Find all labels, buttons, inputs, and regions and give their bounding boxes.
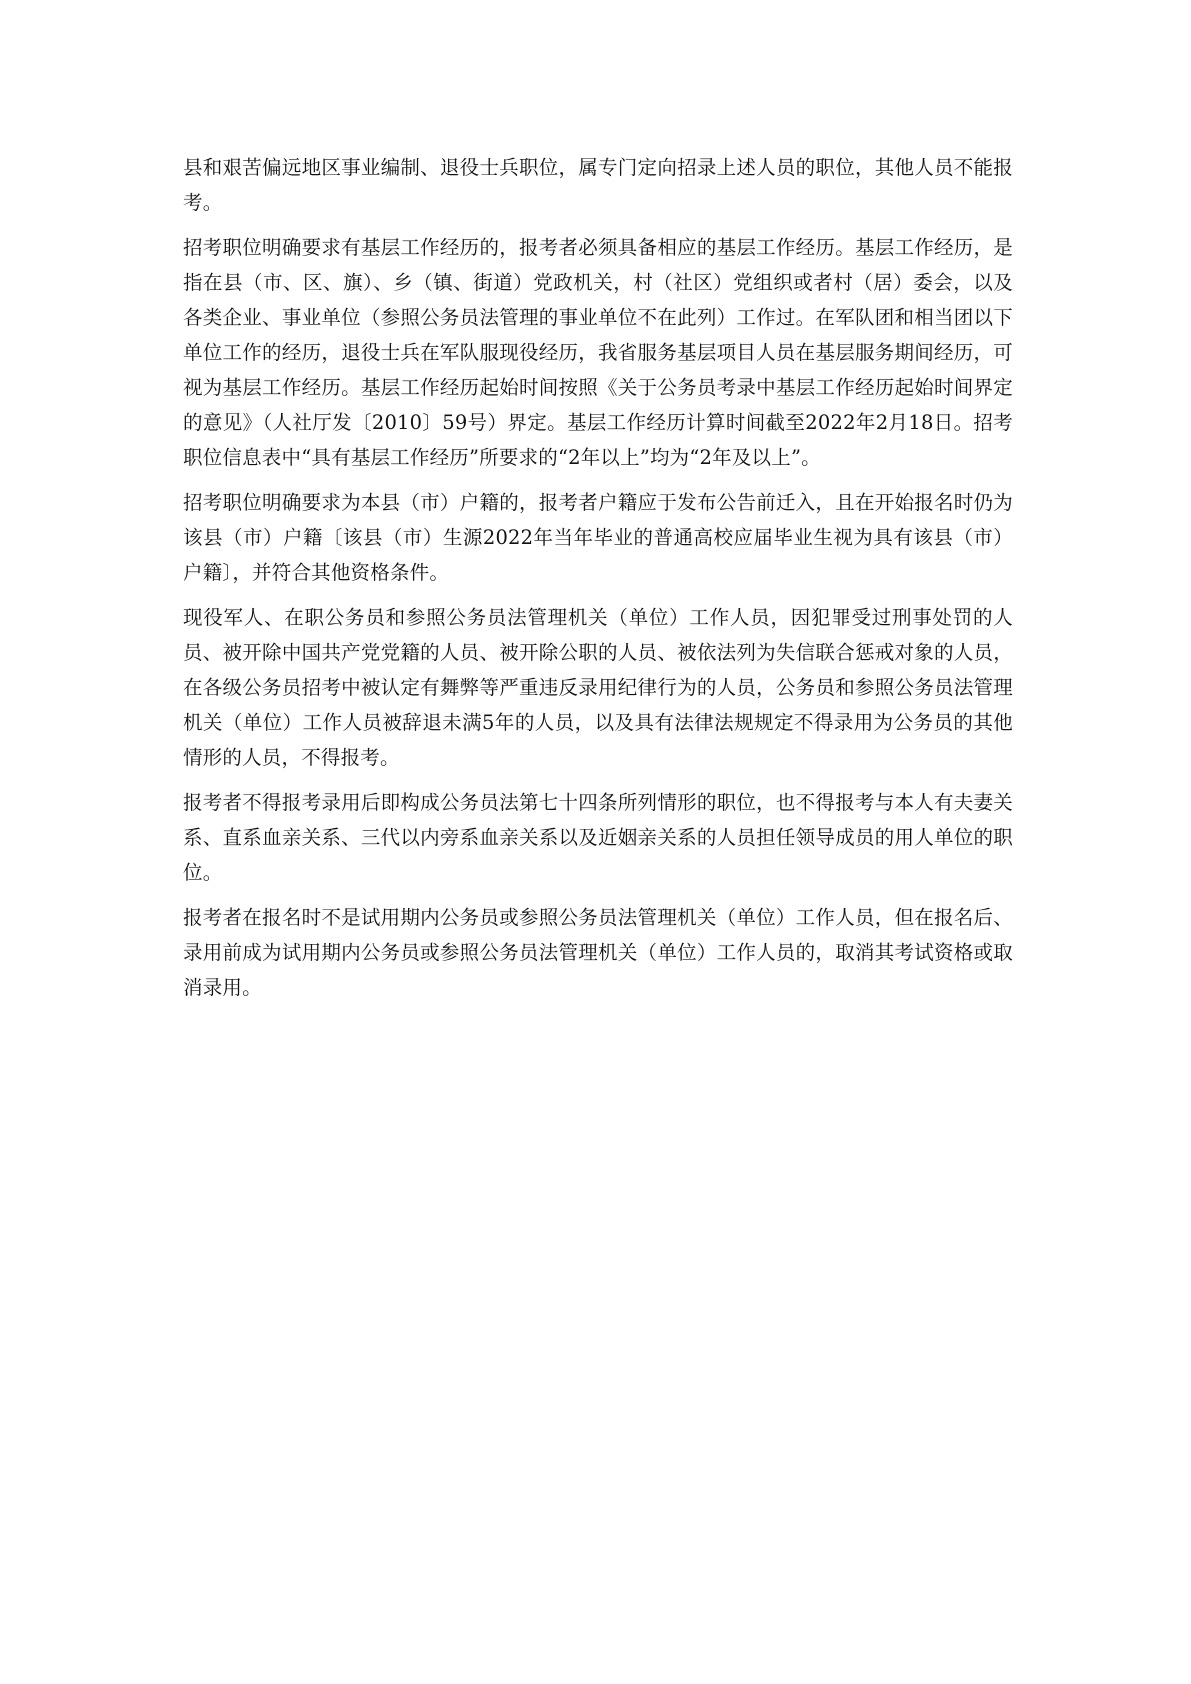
- paragraph-2: 招考职位明确要求有基层工作经历的，报考者必须具备相应的基层工作经历。基层工作经历，是指在县（市、区、旗）、乡（镇、街道）党政机关，村（社区）党组织或者村（居）委会，以及各类企业、事业单位（参照公务员法管理的事业单位不在此列）工作过。在军队团和相当团以下单位工作的经历，退役士兵在军队服现役经历，我省服务基层项目人员在基层服务期间经历，可视为基层工作经历。基层工作经历起始时间按照《关于公务员考录中基层工作经历起始时间界定的意见》（人社厅发〔2010〕59号）界定。基层工作经历计算时间截至2022年2月18日。招考职位信息表中“具有基层工作经历”所要求的“2年以上”均为“2年及以上”。: [183, 236, 1013, 469]
- paragraph-6: 报考者在报名时不是试用期内公务员或参照公务员法管理机关（单位）工作人员，但在报名后、录用前成为试用期内公务员或参照公务员法管理机关（单位）工作人员的，取消其考试资格或取消录用。: [183, 906, 1013, 999]
- document-body: [183, 150, 1013, 1015]
- paragraph-1: 县和艰苦偏远地区事业编制、退役士兵职位，属专门定向招录上述人员的职位，其他人员不能报考。: [183, 156, 1013, 214]
- paragraph-5: 报考者不得报考录用后即构成公务员法第七十四条所列情形的职位，也不得报考与本人有夫妻关系、直系血亲关系、三代以内旁系血亲关系以及近姻亲关系的人员担任领导成员的用人单位的职位。: [183, 791, 1013, 884]
- paragraph-3: 招考职位明确要求为本县（市）户籍的，报考者户籍应于发布公告前迁入，且在开始报名时仍为该县（市）户籍〔该县（市）生源2022年当年毕业的普通高校应届毕业生视为具有该县（市）户籍〕，并符合其他资格条件。: [183, 491, 1013, 584]
- paragraph-4: 现役军人、在职公务员和参照公务员法管理机关（单位）工作人员，因犯罪受过刑事处罚的人员、被开除中国共产党党籍的人员、被开除公职的人员、被依法列为失信联合惩戒对象的人员，在各级公务员招考中被认定有舞弊等严重违反录用纪律行为的人员，公务员和参照公务员法管理机关（单位）工作人员被辞退未满5年的人员，以及具有法律法规规定不得录用为公务员的其他情形的人员，不得报考。: [183, 606, 1013, 769]
